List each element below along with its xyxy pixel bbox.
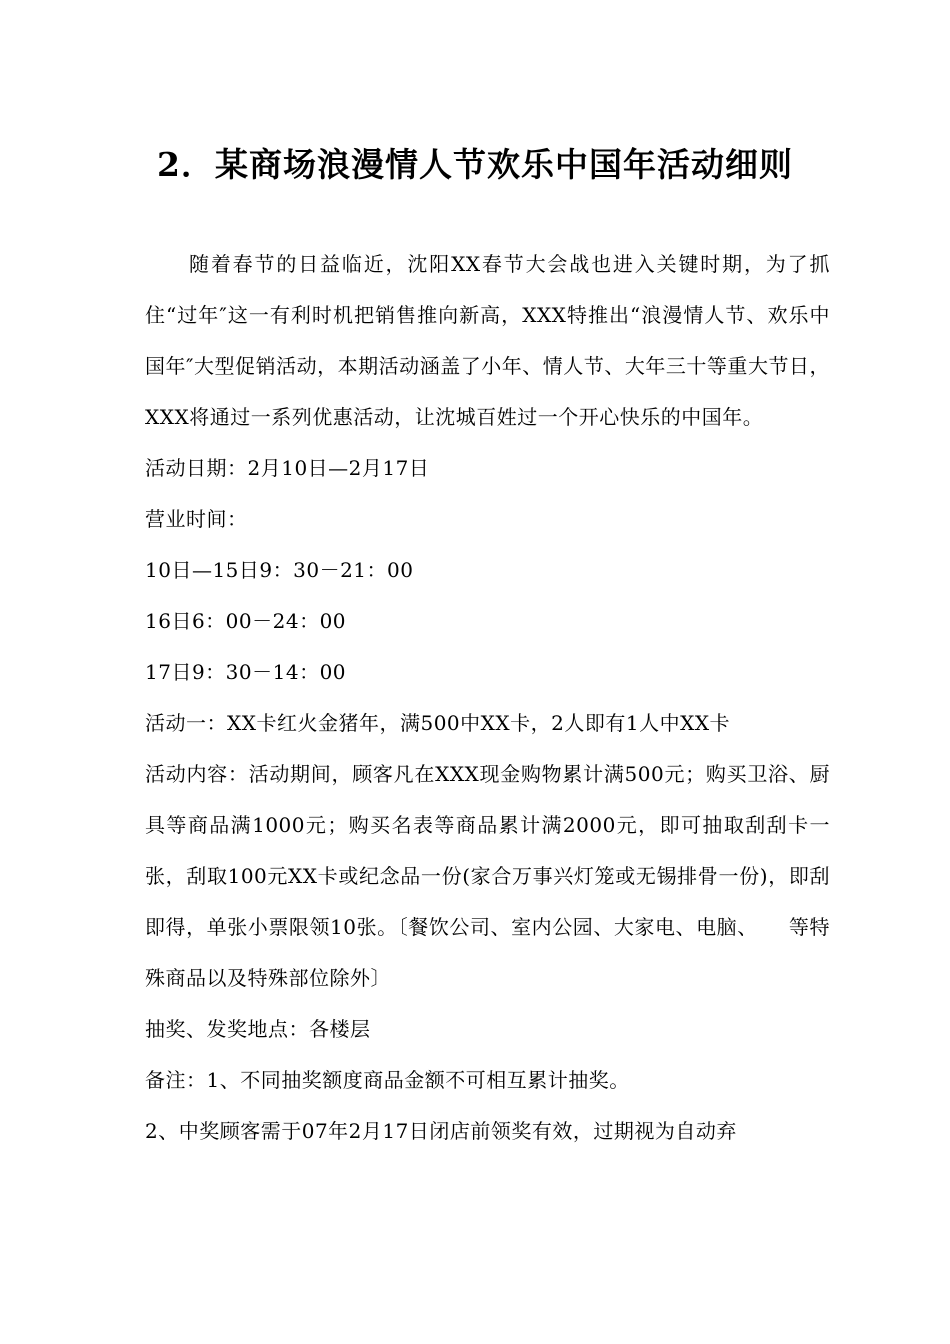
hours-line-2: 16日6：00－24：00 <box>145 609 347 633</box>
prize-location: 抽奖、发奖地点：各楼层 <box>145 1017 371 1041</box>
hours-line-3: 17日9：30－14：00 <box>145 660 347 684</box>
document-body <box>145 239 830 1157</box>
document-title: 2．某商场浪漫情人节欢乐中国年活动细则 <box>157 145 793 184</box>
note-1: 备注：1、不同抽奖额度商品金额不可相互累计抽奖。 <box>145 1068 630 1092</box>
business-hours-label: 营业时间： <box>145 507 248 531</box>
activity-date: 活动日期：2月10日—2月17日 <box>145 456 430 480</box>
hours-line-1: 10日—15日9：30－21：00 <box>145 558 414 582</box>
note-2: 2、中奖顾客需于07年2月17日闭店前领奖有效，过期视为自动弃 <box>145 1119 737 1143</box>
activity-one-title: 活动一：XX卡红火金猪年，满500中XX卡，2人即有1人中XX卡 <box>145 711 731 735</box>
intro-paragraph: 随着春节的日益临近，沈阳XX春节大会战也进入关键时期，为了抓住“过年″这一有利时机把销售推向新高，XXX特推出“浪漫情人节、欢乐中国年″大型促销活动，本期活动涵盖了小年、情人节、大年三十等重大节日，XXX将通过一系列优惠活动，让沈城百姓过一个开心快乐的中国年。 <box>145 252 830 429</box>
activity-one-content: 活动内容：活动期间，顾客凡在XXX现金购物累计满500元；购买卫浴、厨具等商品满1000元；购买名表等商品累计满2000元，即可抽取刮刮卡一张，刮取100元XX卡或纪念品一份(家合万事兴灯笼或无锡排骨一份)，即刮即得，单张小票限领10张。〔餐饮公司、室内公园、大家电、电脑、 等特殊商品以及特殊部位除外〕 <box>145 762 830 990</box>
